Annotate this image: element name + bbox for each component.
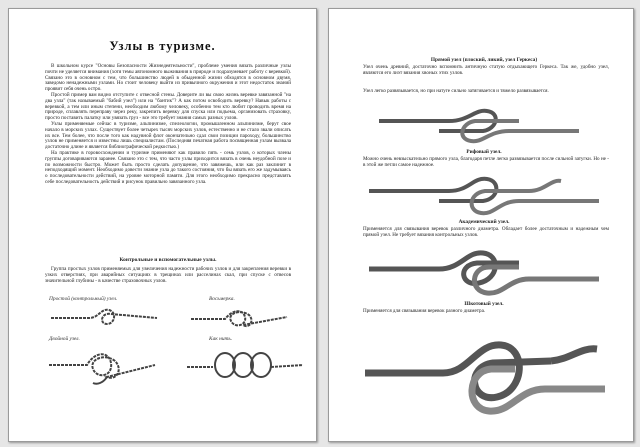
section-paragraph xyxy=(45,267,291,284)
intro-text xyxy=(45,64,291,186)
intro-paragraph-2: Простой пример вам видно отступите с отвесной стены. Доверите ли вы свою жизнь веревке завязанной "на два узла" (так называемый "бабий узел") или на "бантик"? А как потом освободить веревку? Навык работы с веревкой, а тем или иным степени, необходим любому человеку, особенно тем кто любит проводить время на природе, сплавлять переправу через реку, закрепить веревку для спуска или подъема, организовать страховку, просто поставить палатку или увязать груз - все это требует знания самых разных узлов. xyxy=(45,91,291,122)
sheet-bend-figure xyxy=(365,327,605,417)
academic-knot-heading: Академический узел. xyxy=(458,219,510,225)
sheet-bend-text: Применяется для связывания веревок разного диаметра. xyxy=(363,308,486,314)
figure-eight-knot-figure xyxy=(189,303,289,333)
reef-knot-text: Узел очень древний, достаточно вспомнить античную статую отдыхающего Геркеса. Так же, удобно узел, являются его лиэт вязания хвоных этих узлов. xyxy=(363,64,609,76)
double-knot-figure xyxy=(47,343,157,387)
section-paragraph-text: Группа простых узлов применяемых для увеличения надежности рабочих узлов и для закрепления веревки в узких отверстиях, при аварийных ситуациях в трещинах или расселинах скал, при спуске с отвесов значительной глубины - в качестве страховочных узлов. xyxy=(45,266,291,284)
intro-paragraph-3: Узлы применяемые сейчас в туризме, альпинизме, спелеологии, промышленном альпинизме, берут свое начало в морских узлах. Существует более четырех тысяч морских узлов, естественно и не стало звали описать их все. Тем более, что после того как надувной флот окончательно сдал свои позиции пароходу, большинство узлов не применяется и известны лишь специалистам. (Последняя печатная работа посвященная узлам вызвала достаточно длине и является библиографической редкостью.) xyxy=(45,120,291,151)
square-knot-heading: Рифовый узел. xyxy=(466,149,502,155)
simple-knot-figure xyxy=(49,304,159,330)
intro-paragraph-1: В школьном курсе "Основы Безопасности Жизнедеятельности", проблеме умения вязать различные узлы почти не уделяется внимания (хотя темы автономного выживания в природе и подразумевает работу с веревкой). Связано это в основном с тем, что большинство людей в обыденной жизни обходятся в основном двумя, заведомо ненадежными узлами. Но стоит человеку выйти из привычного окружения и этот недостаток знаний проявит себя очень остро. xyxy=(45,63,291,93)
stopper-knot-figure xyxy=(185,343,305,387)
knot-label-double: Двойной узел. xyxy=(49,336,80,342)
reef-knot-note: Узел легко развязывается, но при натуге сильно затягивается и тяжело развязывается. xyxy=(363,88,549,94)
knot-label-eight: Восьмерка. xyxy=(209,296,235,302)
knot-label-simple: Простой (контрольный) узел. xyxy=(49,296,118,302)
document-page-left xyxy=(8,8,317,442)
reef-knot-heading: Прямой узел (плоский, ликий, узел Геркеса) xyxy=(430,57,538,63)
academic-knot-text: Применяется для связывания веревок различного диаметра. Обладает более достаточным и надежным чем прямой узел. Не требует вязания контрольных узлов. xyxy=(363,226,609,238)
reef-knot-figure xyxy=(379,105,579,147)
intro-paragraph-4: На практике в горовосхождении и туризме применяют как правило пять - семь узлов, о которых члены группы договариваются заранее. Связано это с тем, что часто узлы приходится вязать в очень неудобной позе и по возможности быстро. Может быть просто сделать допущение, что завяжешь, или как раз заклинит в неподходящий момент. Необходимо довести знание узла до такого состояния, что бы вязать его же задумываясь о последовательности действий, на уровне моторной памяти. Для этого необходимо прекрасно представлять себе последовательность действий и рисунок правильно завязанного узла. xyxy=(45,149,291,185)
page-title: Узлы в туризме. xyxy=(109,39,216,53)
sheet-bend-heading: Шкотовый узел. xyxy=(464,301,504,307)
academic-knot-figure xyxy=(369,245,599,299)
knot-label-stopper: Как нить. xyxy=(209,336,233,342)
document-page-right xyxy=(328,8,634,442)
square-knot-figure xyxy=(369,171,599,217)
square-knot-text: Можно очень невзыскательно прямого узла, благодаря петле легко развязывается после сильной затугки. Но не - в этой же петли самое надежное. xyxy=(363,156,609,168)
section-heading: Контрольные и вспомогательные узлы. xyxy=(119,257,217,263)
